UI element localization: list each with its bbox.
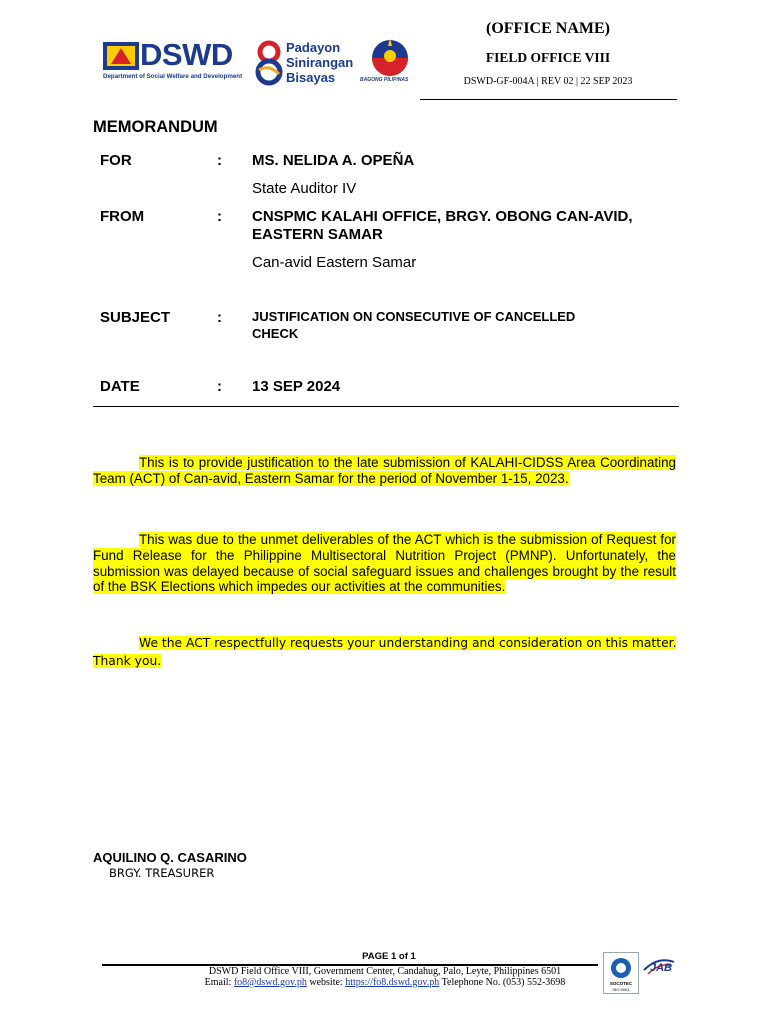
website-label: website: xyxy=(309,977,343,988)
subject-line-2: CHECK xyxy=(252,326,299,341)
form-code: DSWD-GF-004A | REV 02 | 22 SEP 2023 xyxy=(463,76,633,87)
memo-title: MEMORANDUM xyxy=(93,118,218,136)
body-paragraph-2 xyxy=(93,532,676,595)
email-label: Email: xyxy=(204,977,232,988)
socotec-seal-icon xyxy=(604,955,638,981)
date-colon: : xyxy=(217,378,222,395)
iso-text: ISO 9001 xyxy=(612,987,630,992)
padayon-line-2: Sinirangan xyxy=(286,55,354,70)
body-thank-you xyxy=(93,654,161,668)
body-thank-you-text: Thank you. xyxy=(93,654,162,668)
for-colon: : xyxy=(217,152,222,169)
jab-cert-badge xyxy=(642,952,676,994)
from-colon: : xyxy=(217,208,222,225)
office-name: (OFFICE NAME) xyxy=(486,20,610,37)
from-label: FROM xyxy=(100,208,145,225)
dswd-logo xyxy=(103,37,249,84)
signatory-name: AQUILINO Q. CASARINO xyxy=(93,850,247,865)
bagong-pilipinas-emblem-icon xyxy=(366,36,414,78)
dswd-logo-text: DSWD xyxy=(140,37,233,72)
from-line-1: CNSPMC KALAHI OFFICE, BRGY. OBONG CAN-AVID, xyxy=(252,208,633,225)
dswd-logo-subtext: Department of Social Welfare and Development xyxy=(103,73,243,80)
padayon-logo xyxy=(253,40,358,86)
socotec-text: SOCOTEC xyxy=(609,981,633,986)
subject-label: SUBJECT xyxy=(100,309,171,326)
for-name: MS. NELIDA A. OPEÑA xyxy=(252,152,415,169)
padayon-line-3: Bisayas xyxy=(286,70,336,85)
bagong-pilipinas-text: BAGONG PILIPINAS xyxy=(360,77,409,83)
page-number: PAGE 1 of 1 xyxy=(362,951,416,962)
body-paragraph-2-text: This was due to the unmet deliverables of the ACT which is the submission of Request for Fund Release for the Philippine Multisectoral Nutrition Project (PMNP). Unfortunately, the submission was delayed because of social safeguard issues and challenges brought by the result of the BSK Elections which impedes our activities at the communities. xyxy=(93,532,676,595)
subject-colon: : xyxy=(217,309,222,326)
body-paragraph-1-text: This is to provide justification to the late submission of KALAHI-CIDSS Area Coordinating Team (ACT) of Can-avid, Eastern Samar for the period of November 1-15, 2023. xyxy=(93,455,676,486)
header-divider xyxy=(420,99,677,100)
email-link[interactable]: fo8@dswd.gov.ph xyxy=(233,977,307,988)
footer-contact xyxy=(102,977,668,988)
body-paragraph-3 xyxy=(139,636,676,650)
jab-text: JAB xyxy=(650,962,673,974)
bagong-pilipinas-logo xyxy=(360,36,418,86)
subject-line-1: JUSTIFICATION ON CONSECUTIVE OF CANCELLED xyxy=(252,309,576,324)
socotec-cert-badge xyxy=(603,952,639,994)
for-position: State Auditor IV xyxy=(252,180,357,197)
website-link[interactable]: https://fo8.dswd.gov.ph xyxy=(345,977,440,988)
dswd-emblem-icon xyxy=(103,40,143,74)
body-paragraph-3-text: We the ACT respectfully requests your understanding and consideration on this matter. xyxy=(139,636,677,650)
field-office: FIELD OFFICE VIII xyxy=(485,50,611,65)
for-label: FOR xyxy=(100,152,132,169)
date-label: DATE xyxy=(100,378,140,395)
padayon-eight-icon xyxy=(253,40,285,86)
from-location: Can-avid Eastern Samar xyxy=(252,254,417,271)
memo-divider xyxy=(93,406,679,407)
footer-address: DSWD Field Office VIII, Government Center, Candahug, Palo, Leyte, Philippines 6501 xyxy=(208,966,562,977)
date-value: 13 SEP 2024 xyxy=(252,378,341,395)
signatory-position: BRGY. TREASURER xyxy=(109,866,215,880)
body-paragraph-1 xyxy=(93,455,676,487)
padayon-line-1: Padayon xyxy=(286,40,341,55)
telephone-text: Telephone No. (053) 552-3698 xyxy=(441,977,566,988)
from-line-2: EASTERN SAMAR xyxy=(252,226,383,243)
